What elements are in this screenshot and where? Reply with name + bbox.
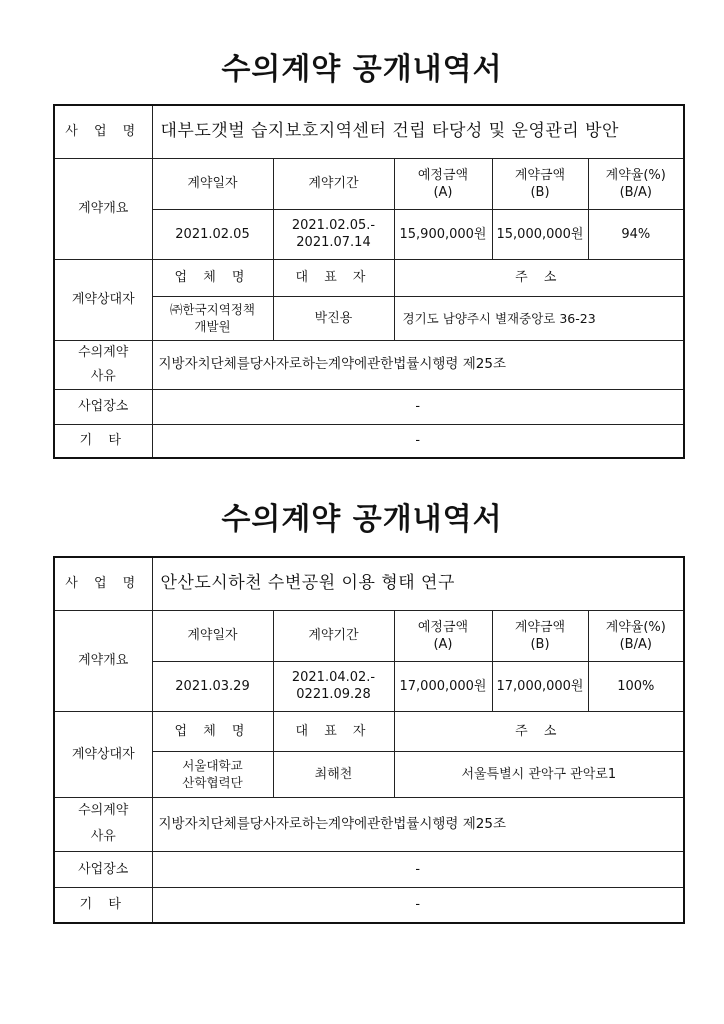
- site-value: -: [152, 851, 684, 887]
- estimated-amount-header-sub: (A): [433, 184, 453, 200]
- representative-value: 박진용: [273, 296, 394, 340]
- contract-period-value: [273, 209, 394, 259]
- address-value: 서울특별시 관악구 관악로1: [394, 751, 684, 797]
- contract-period-end: 0221.09.28: [296, 687, 371, 702]
- contract-date-value: 2021.03.29: [152, 661, 273, 711]
- contract-period-header: 계약기간: [273, 610, 394, 661]
- contract-rate-value: 94%: [588, 209, 684, 259]
- company-name-line2: 산학협력단: [182, 775, 243, 790]
- contract-amount-header: [492, 158, 588, 209]
- company-name-value: [152, 296, 273, 340]
- estimated-amount-header-text: 예정금액: [417, 619, 469, 635]
- site-value: -: [152, 389, 684, 424]
- reason-label: [54, 340, 152, 389]
- site-label: 사업장소: [54, 851, 152, 887]
- business-name-label: 사 업 명: [54, 105, 152, 158]
- contract-rate-value: 100%: [588, 661, 684, 711]
- company-name-value: [152, 751, 273, 797]
- contract-amount-header-sub: (B): [530, 636, 550, 652]
- address-header: 주 소: [394, 259, 684, 296]
- etc-value: -: [152, 424, 684, 458]
- company-name-header: 업 체 명: [152, 711, 273, 751]
- estimated-amount-header: [394, 158, 492, 209]
- estimated-amount-header: [394, 610, 492, 661]
- contract-period-start: 2021.02.05.-: [291, 218, 376, 233]
- contract-rate-header: [588, 610, 684, 661]
- reason-label-line2: 사유: [90, 829, 116, 844]
- company-name-header: 업 체 명: [152, 259, 273, 296]
- document-title: 수의계약 공개내역서: [221, 502, 503, 537]
- contract-amount-header: [492, 610, 588, 661]
- contract-table: [53, 104, 685, 459]
- counterparty-label: 계약상대자: [54, 711, 152, 797]
- etc-label: 기 타: [54, 424, 152, 458]
- reason-label-line1: 수의계약: [78, 344, 129, 360]
- contract-amount-value: 17,000,000원: [492, 661, 588, 711]
- site-label: 사업장소: [54, 389, 152, 424]
- estimated-amount-header-sub: (A): [433, 636, 453, 652]
- contract-rate-header-sub: (B/A): [619, 184, 652, 200]
- business-name-label: 사 업 명: [54, 557, 152, 610]
- contract-rate-header: [588, 158, 684, 209]
- counterparty-label: 계약상대자: [54, 259, 152, 340]
- document-title: 수의계약 공개내역서: [221, 52, 503, 87]
- reason-label-line2: 사유: [90, 368, 116, 384]
- project-name: 안산도시하천 수변공원 이용 형태 연구: [152, 557, 684, 610]
- contract-period-start: 2021.04.02.-: [291, 670, 376, 685]
- representative-value: 최해천: [273, 751, 394, 797]
- reason-label-line1: 수의계약: [78, 803, 129, 818]
- estimated-amount-value: 15,900,000원: [394, 209, 492, 259]
- project-name: 대부도갯벌 습지보호지역센터 건립 타당성 및 운영관리 방안: [152, 105, 684, 158]
- contract-overview-label: 계약개요: [54, 610, 152, 711]
- estimated-amount-header-text: 예정금액: [417, 167, 469, 183]
- company-name-line2: 개발원: [194, 319, 231, 334]
- contract-date-header: 계약일자: [152, 158, 273, 209]
- contract-period-value: [273, 661, 394, 711]
- contract-amount-header-text: 계약금액: [514, 619, 566, 635]
- estimated-amount-value: 17,000,000원: [394, 661, 492, 711]
- representative-header: 대 표 자: [273, 711, 394, 751]
- etc-value: -: [152, 887, 684, 923]
- contract-period-end: 2021.07.14: [296, 235, 371, 250]
- contract-amount-header-sub: (B): [530, 184, 550, 200]
- address-value: 경기도 남양주시 별재중앙로 36-23: [394, 296, 684, 340]
- contract-period-header: 계약기간: [273, 158, 394, 209]
- reason-value: 지방자치단체를당사자로하는계약에관한법률시행령 제25조: [152, 340, 684, 389]
- contract-rate-header-text: 계약율(%): [605, 167, 666, 183]
- representative-header: 대 표 자: [273, 259, 394, 296]
- contract-amount-value: 15,000,000원: [492, 209, 588, 259]
- contract-date-header: 계약일자: [152, 610, 273, 661]
- etc-label: 기 타: [54, 887, 152, 923]
- reason-value: 지방자치단체를당사자로하는계약에관한법률시행령 제25조: [152, 797, 684, 851]
- reason-label: [54, 797, 152, 851]
- contract-overview-label: 계약개요: [54, 158, 152, 259]
- company-name-line1: ㈜한국지역정책: [170, 302, 255, 317]
- contract-table: [53, 556, 685, 924]
- contract-rate-header-sub: (B/A): [619, 636, 652, 652]
- company-name-line1: 서울대학교: [182, 758, 243, 773]
- address-header: 주 소: [394, 711, 684, 751]
- contract-date-value: 2021.02.05: [152, 209, 273, 259]
- contract-amount-header-text: 계약금액: [514, 167, 566, 183]
- contract-rate-header-text: 계약율(%): [605, 619, 666, 635]
